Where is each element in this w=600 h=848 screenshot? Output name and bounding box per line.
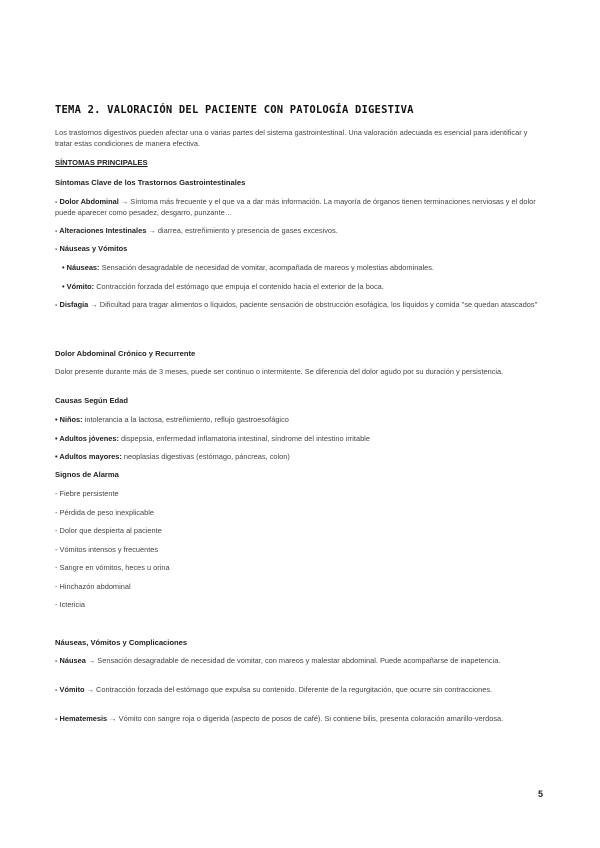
alarma-item: - Sangre en vómitos, heces u orina [55,563,170,572]
dolor-paragraph: Dolor presente durante más de 3 meses, puede ser continuo o intermitente. Se diferencia del dolor agudo por su duración y persistencia. [55,367,504,376]
dolor-heading: Dolor Abdominal Crónico y Recurrente [55,349,196,358]
sintoma-item: - Dolor Abdominal → Síntoma más frecuente y el que va a dar más información. La mayoría de órganos tienen terminaciones nerviosas y el dolor puede aparecer como pesadez, desgarro, punzante… [55,197,536,217]
page-number: 5 [538,789,544,799]
page-title: TEMA 2. VALORACIÓN DEL PACIENTE CON PATOLOGÍA DIGESTIVA [55,104,414,116]
nvc-item: - Náusea → Sensación desagradable de necesidad de vomitar, con mareos y malestar abdominal. Puede acompañarse de inapetencia. [55,656,501,665]
alarma-item: - Pérdida de peso inexplicable [55,508,155,517]
sintoma-item: - Náuseas y Vómitos [55,244,128,253]
alarma-item: - Fiebre persistente [55,489,119,498]
sintoma-item: - Disfagia → Dificultad para tragar alimentos o líquidos, paciente sensación de obstrucción esofágica, los líquidos y comida "se quedan atascados" [55,300,538,309]
sintoma-subitem: • Vómito: Contracción forzada del estómago que empuja el contenido hacia el exterior de la boca. [62,282,384,291]
causa-item: • Niños: intolerancia a la lactosa, estreñimiento, reflujo gastroesofágico [55,415,289,424]
sintomas-heading: SÍNTOMAS PRINCIPALES [55,158,148,167]
alarma-item: - Hinchazón abdominal [55,582,131,591]
sintoma-subitem: • Náuseas: Sensación desagradable de necesidad de vomitar, acompañada de mareos y molestias abdominales. [62,263,434,272]
causa-item: • Adultos mayores: neoplasias digestivas (estómago, páncreas, colon) [55,452,290,461]
alarma-item: - Vómitos intensos y frecuentes [55,545,159,554]
nvc-heading: Náuseas, Vómitos y Complicaciones [55,638,188,647]
sintomas-clave-heading: Síntomas Clave de los Trastornos Gastrointestinales [55,178,246,187]
sintoma-item: - Alteraciones Intestinales → diarrea, estreñimiento y presencia de gases excesivos. [55,226,338,235]
nvc-item: - Hematemesis → Vómito con sangre roja o digerida (aspecto de posos de café). Si contiene bilis, presenta coloración amarillo-verdosa. [55,714,504,723]
alarma-heading: Signos de Alarma [55,470,119,479]
alarma-item: - Ictericia [55,600,85,609]
nvc-item: - Vómito → Contracción forzada del estómago que expulsa su contenido. Diferente de la regurgitación, que ocurre sin contracciones. [55,685,493,694]
alarma-item: - Dolor que despierta al paciente [55,526,162,535]
causa-item: • Adultos jóvenes: dispepsia, enfermedad inflamatoria intestinal, síndrome del intestino irritable [55,434,370,443]
intro-paragraph: Los trastornos digestivos pueden afectar una o varias partes del sistema gastrointestinal. Una valoración adecuada es esencial para identificar y tratar estas condiciones de manera efectiva. [55,128,528,148]
causas-heading: Causas Según Edad [55,396,129,405]
